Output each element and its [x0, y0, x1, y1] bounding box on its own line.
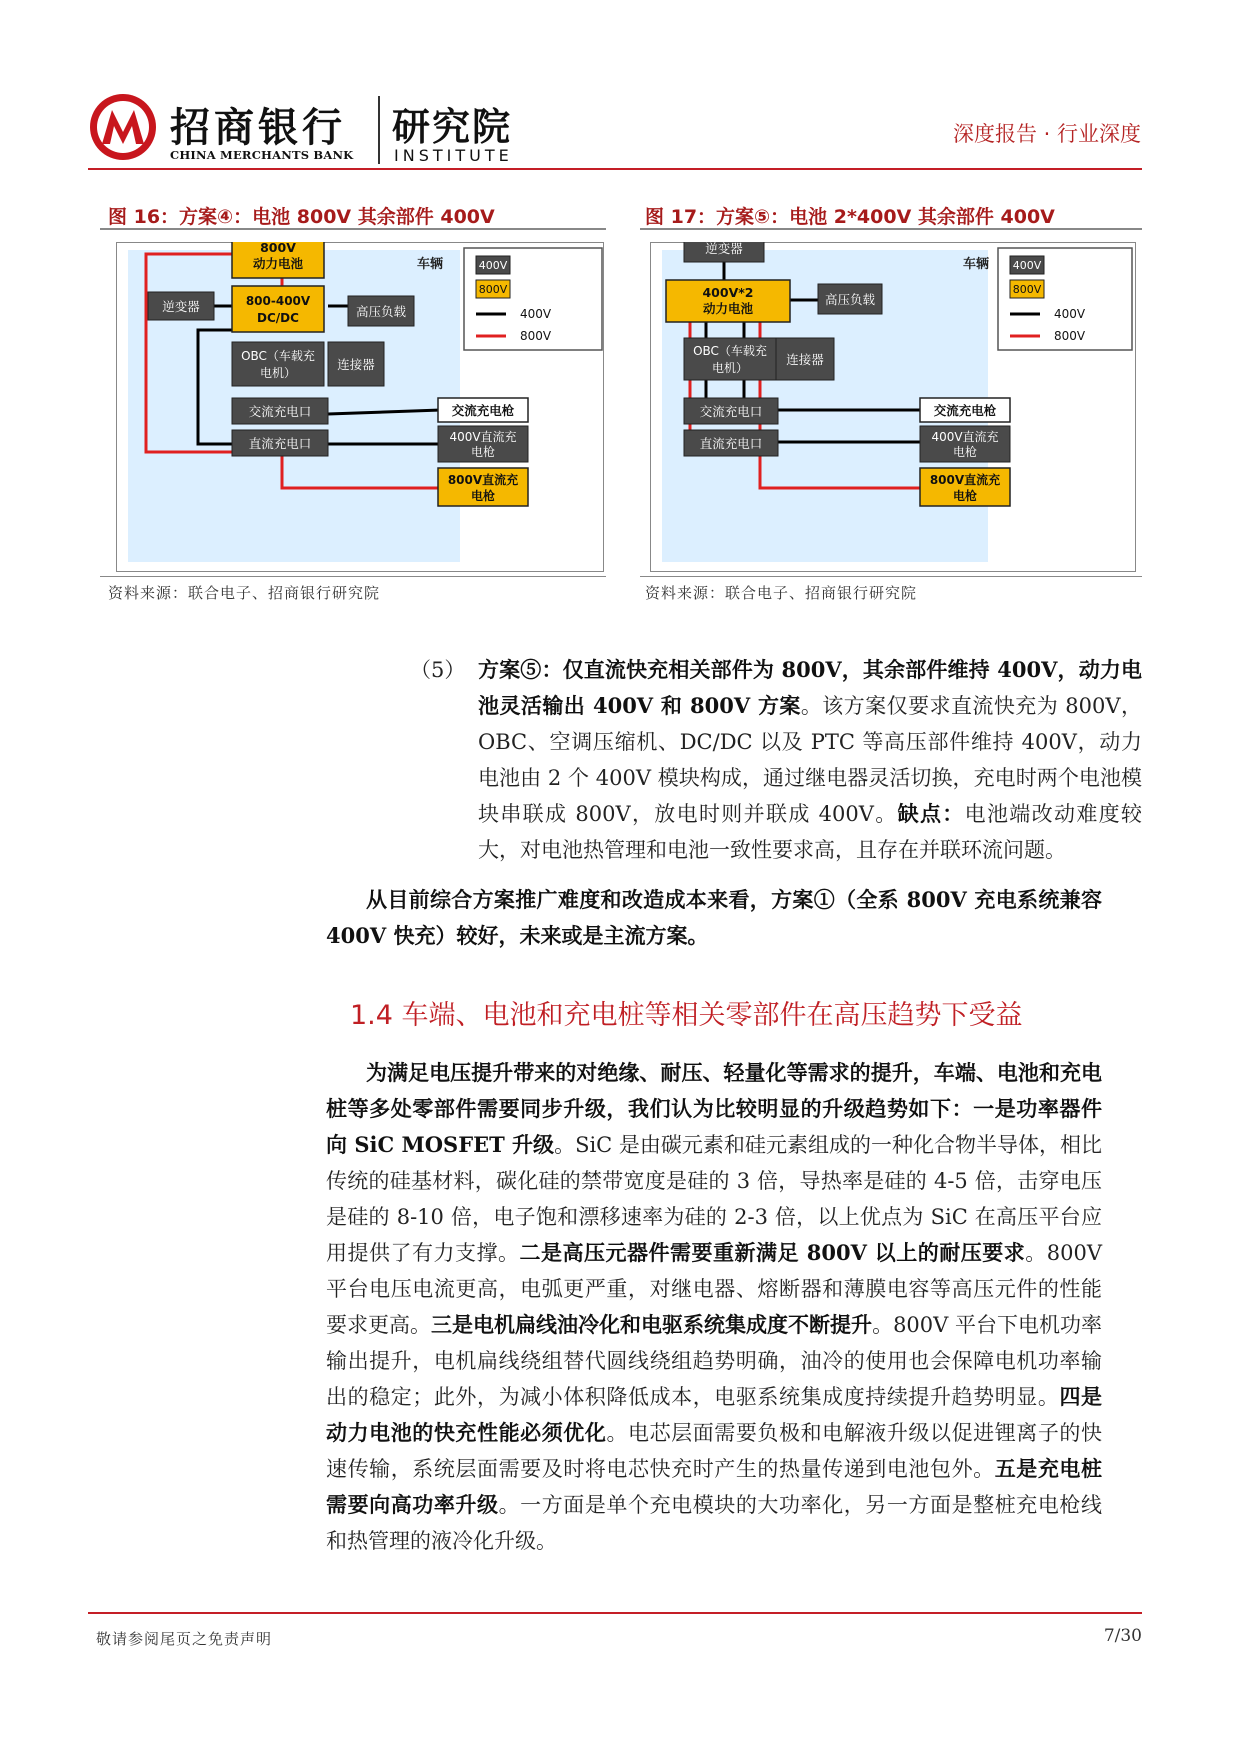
- body-text-2: 。800V 平台电压电流更高，电弧更严重，对继电器、熔断器和薄膜电容等高压元件的性能要求更高。: [326, 1241, 1102, 1337]
- figure16-title: 图 16：方案④：电池 800V 其余部件 400V: [108, 206, 495, 228]
- item5-bold: 方案⑤：仅直流快充相关部件为 800V，其余部件维持 400V，动力电池灵活输出 400V 和 800V 方案: [478, 657, 1142, 718]
- connector-box: [776, 338, 834, 380]
- section-title: 1.4 车端、电池和充电桩等相关零部件在高压趋势下受益: [350, 1000, 1023, 1031]
- dc-port-box: [684, 430, 778, 456]
- body-bold-1: 为满足电压提升带来的对绝缘、耐压、轻量化等需求的提升，车端、电池和充电桩等多处零部件需要同步升级，我们认为比较明显的升级趋势如下：一是功率器件向 SiC MOSFET 升级: [326, 1060, 1102, 1157]
- svg-text:交流充电口: 交流充电口: [248, 404, 312, 419]
- svg-text:电枪: 电枪: [952, 445, 978, 459]
- connector-box: [328, 342, 384, 386]
- institute-name-en: INSTITUTE: [394, 146, 513, 165]
- gun-400v-box: [438, 426, 528, 462]
- bank-name-cn: 招商银行: [170, 105, 346, 151]
- dc-port-box: [232, 430, 328, 456]
- report-type: 深度报告 · 行业深度: [952, 122, 1141, 146]
- body-text-5: 。一方面是单个充电模块的大功率化，另一方面是整桩充电枪线和热管理的液冷化升级。: [326, 1493, 1103, 1553]
- figure17-top-rule: [640, 228, 1142, 230]
- battery-box: [666, 280, 790, 322]
- svg-text:动力电池: 动力电池: [702, 301, 754, 316]
- inverter-box: [148, 292, 214, 320]
- inverter-box: [684, 242, 764, 262]
- legend-800v-line-label: 800V: [520, 329, 552, 343]
- dcdc-box: [232, 286, 324, 332]
- vehicle-label: 车辆: [962, 257, 990, 272]
- svg-text:交流充电口: 交流充电口: [699, 404, 763, 419]
- summary-paragraph: [326, 882, 1102, 954]
- svg-text:逆变器: 逆变器: [705, 242, 743, 256]
- item5-bold2: 缺点：: [897, 801, 965, 826]
- figure16-bottom-rule: [100, 576, 606, 577]
- battery-box: [232, 242, 324, 278]
- figure17-bottom-rule: [640, 576, 1142, 577]
- figure17-source: 资料来源：联合电子、招商银行研究院: [645, 584, 918, 602]
- svg-text:800V直流充: 800V直流充: [929, 473, 1001, 487]
- figure16-source: 资料来源：联合电子、招商银行研究院: [108, 584, 381, 602]
- gun-400v-box: [920, 426, 1010, 462]
- hv-load-box: [348, 296, 414, 326]
- item5-text2: 电池端改动难度较大，对电池热管理和电池一致性要求高，且存在并联环流问题。: [478, 802, 1142, 862]
- body-text-3: 。800V 平台下电机功率输出提升，电机扁线绕组替代圆线绕组趋势明确，油冷的使用也会保障电机功率输出的稳定；此外，为减小体积降低成本，电驱系统集成度持续提升趋势明显。: [326, 1313, 1102, 1409]
- logo-divider: [378, 96, 380, 164]
- page-number: 7/30: [1103, 1626, 1142, 1646]
- svg-text:DC/DC: DC/DC: [257, 311, 299, 325]
- svg-text:400V*2: 400V*2: [702, 285, 754, 300]
- svg-text:动力电池: 动力电池: [252, 256, 304, 271]
- bank-name-en: CHINA MERCHANTS BANK: [170, 148, 354, 162]
- ac-port-box: [684, 398, 778, 424]
- svg-text:直流充电口: 直流充电口: [248, 436, 312, 451]
- item5-text1: 。该方案仅要求直流快充为 800V，OBC、空调压缩机、DC/DC 以及 PTC 等高压部件维持 400V，动力电池由 2 个 400V 模块构成，通过继电器灵活切换，充电时两个电池模块串联成 800V，放电时则并联成 400V。: [478, 694, 1142, 826]
- figure16-top-rule: [100, 228, 606, 230]
- svg-text:800V直流充: 800V直流充: [447, 473, 519, 487]
- item5-paragraph: [478, 652, 1142, 868]
- legend-400v-line-label: 400V: [1054, 307, 1086, 321]
- cmb-logo-icon: [88, 92, 158, 162]
- summary-text: 从目前综合方案推广难度和改造成本来看，方案①（全系 800V 充电系统兼容 400V 快充）较好，未来或是主流方案。: [326, 887, 1102, 948]
- gun-800v-box: [438, 468, 528, 506]
- svg-text:连接器: 连接器: [786, 352, 824, 367]
- ac-gun-box: [920, 398, 1010, 422]
- svg-text:OBC（车载充: OBC（车载充: [693, 344, 767, 358]
- hv-load-box: [818, 284, 882, 314]
- svg-text:400V直流充: 400V直流充: [931, 430, 999, 444]
- obc-box: [684, 338, 776, 380]
- institute-name-cn: 研究院: [392, 105, 513, 149]
- legend-800v-box-label: 800V: [1012, 283, 1042, 296]
- legend-800v-line-label: 800V: [1054, 329, 1086, 343]
- svg-text:电机）: 电机）: [711, 361, 749, 375]
- svg-text:逆变器: 逆变器: [162, 299, 200, 314]
- body-text-4: 。电芯层面需要负极和电解液升级以促进锂离子的快速传输，系统层面需要及时将电芯快充时产生的热量传递到电池包外。: [326, 1421, 1103, 1481]
- svg-text:电机）: 电机）: [259, 366, 297, 380]
- body-text-1: 。SiC 是由碳元素和硅元素组成的一种化合物半导体，相比传统的硅基材料，碳化硅的禁带宽度是硅的 3 倍，导热率是硅的 4-5 倍，击穿电压是硅的 8-10 倍，电子饱和漂移速率为硅的 2-3 倍，以上优点为 SiC 在高压平台应用提供了有力支撑。: [326, 1133, 1102, 1265]
- footer-disclaimer[interactable]: 敬请参阅尾页之免责声明: [96, 1630, 273, 1648]
- legend-800v-box-label: 800V: [478, 283, 508, 296]
- svg-text:交流充电枪: 交流充电枪: [451, 403, 515, 418]
- svg-text:连接器: 连接器: [337, 357, 375, 372]
- svg-text:800-400V: 800-400V: [245, 294, 311, 308]
- body-bold-5: 五是充电桩需要向高功率升级: [326, 1456, 1103, 1517]
- legend-400v-box-label: 400V: [1012, 259, 1042, 272]
- body-bold-2: 二是高压元器件需要重新满足 800V 以上的耐压要求: [519, 1240, 1026, 1265]
- svg-text:800V: 800V: [260, 242, 296, 255]
- svg-text:高压负载: 高压负载: [824, 292, 876, 307]
- svg-text:交流充电枪: 交流充电枪: [933, 403, 997, 418]
- svg-text:400V直流充: 400V直流充: [449, 430, 517, 444]
- svg-text:直流充电口: 直流充电口: [699, 436, 763, 451]
- header-rule: [88, 168, 1142, 170]
- figure16-diagram: [116, 242, 604, 572]
- item5-number: （5）: [410, 658, 466, 682]
- svg-text:电枪: 电枪: [470, 445, 496, 459]
- body-bold-4: 四是动力电池的快充性能必须优化: [326, 1384, 1103, 1445]
- obc-box: [232, 342, 324, 386]
- svg-text:高压负载: 高压负载: [355, 304, 407, 319]
- body-paragraph: [326, 1055, 1102, 1559]
- legend-400v-box-label: 400V: [478, 259, 508, 272]
- svg-text:电枪: 电枪: [470, 489, 496, 503]
- legend-400v-line-label: 400V: [520, 307, 552, 321]
- gun-800v-box: [920, 468, 1010, 506]
- body-bold-3: 三是电机扁线油冷化和电驱系统集成度不断提升: [431, 1312, 873, 1337]
- svg-text:电枪: 电枪: [952, 489, 978, 503]
- ac-port-box: [232, 398, 328, 424]
- footer-rule: [88, 1612, 1142, 1614]
- figure17-title: 图 17：方案⑤：电池 2*400V 其余部件 400V: [645, 206, 1055, 228]
- ac-gun-box: [438, 398, 528, 422]
- figure17-diagram: [650, 242, 1138, 572]
- vehicle-label: 车辆: [416, 257, 444, 272]
- svg-text:OBC（车载充: OBC（车载充: [241, 349, 315, 363]
